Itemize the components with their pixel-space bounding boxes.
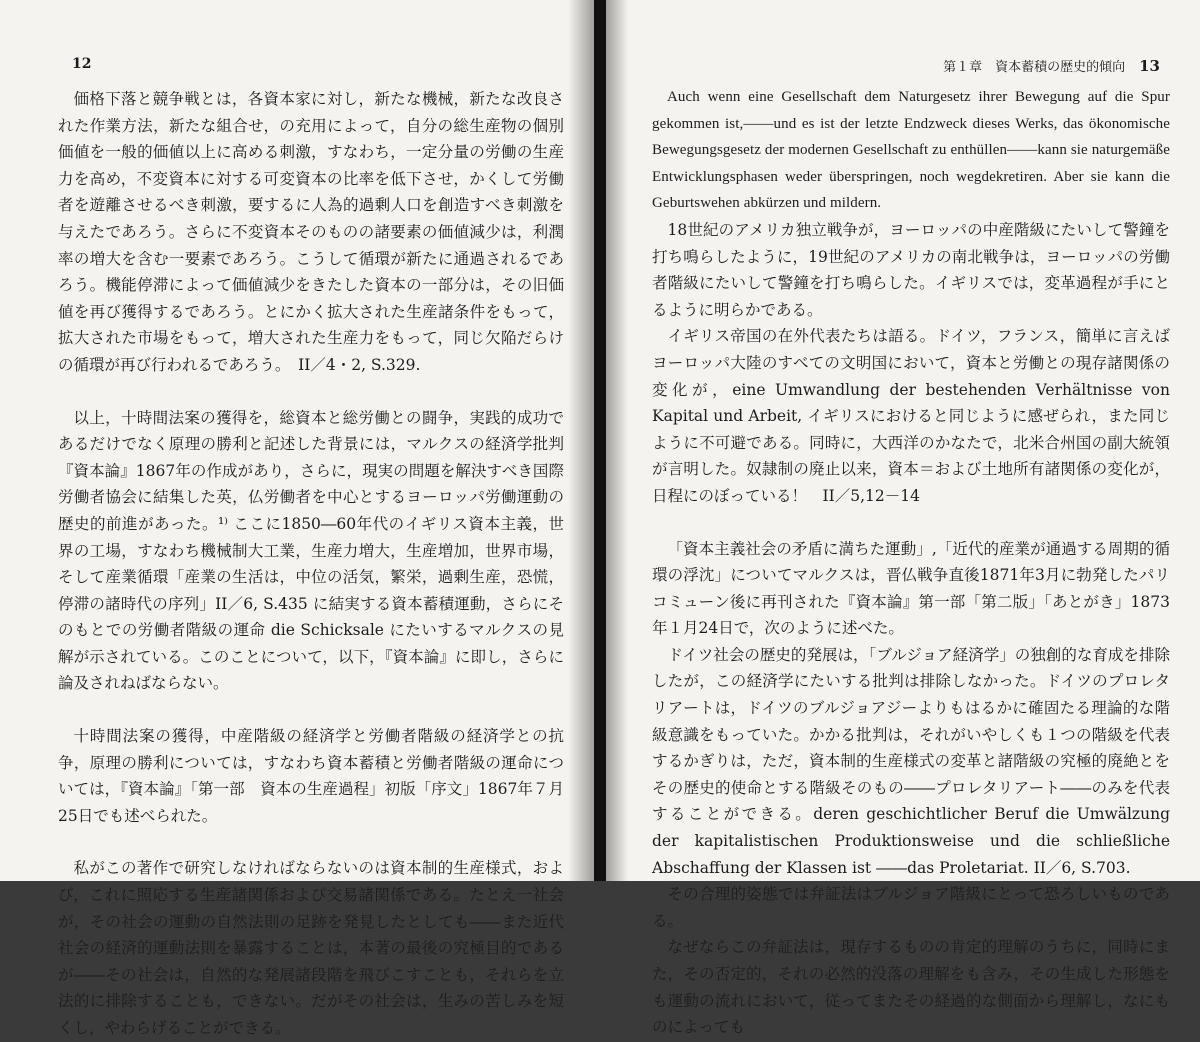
paragraph: イギリス帝国の在外代表たちは語る。ドイツ，フランス，簡単に言えばヨーロッパ大陸のすべての文明国において，資本と労働との現存諸関係の変化が，eine Umwandlung der bestehenden Verhältnisse von Kapital und Arbeit, イギリスにおけると同じように感ぜられ，また同じように不可避である。同時に，大西洋のかなたで，北米合州国の副大統領が言明した。奴隷制の廃止以来，資本＝および土地所有諸関係の変化が，日程にのぼっている！ II／5,12－14 [652, 327, 1170, 505]
page-number: 12 [72, 56, 92, 72]
spine-shadow [568, 0, 594, 881]
book-spine [594, 0, 606, 881]
paragraph: ドイツ社会の歴史的発展は，「ブルジョア経済学」の独創的な育成を排除したが，この経済学にたいする批判は排除しなかった。ドイツのプロレタリアートは，ドイツのブルジョアジーよりもはるかに確固たる理論的な階級意識をもっていた。かかる批判は，それがいやしくも１つの階級を代表するかぎりは，ただ，資本制的生産様式の変革と諸階級の究極的廃絶とをその歴史的使命とする階級そのもの――プロレタリアート――のみを代表することができる。deren geschichtlicher Beruf die Umwälzung der kapitalistischen Produktionsweise und die schließliche Abschaffung der Klassen ist ――das Proletariat. II／6, S.703. [652, 645, 1170, 877]
paragraph: 十時間法案の獲得，中産階級の経済学と労働者階級の経済学との抗争，原理の勝利については，すなわち資本蓄積と労働者階級の運命については，『資本論』「第一部 資本の生産過程」初版「序文」1867年７月25日でも述べられた。 [58, 727, 564, 825]
running-head [943, 56, 1160, 75]
right-page [606, 0, 1200, 1037]
right-page-text [652, 84, 1170, 1041]
chapter-title: 第１章 資本蓄積の歴史的傾向 [943, 60, 1126, 75]
paragraph: その合理的姿態では弁証法はブルジョア階級にとって恐ろしいものである。 [652, 885, 1170, 930]
left-page-text [58, 86, 564, 1042]
paragraph: なぜならこの弁証法は，現存するものの肯定的理解のうちに，同時にまた，その否定的，それの必然的没落の理解をも含み，その生成した形態をも運動の流れにおいて，従ってまたその経過的な側面から理解し，なにものによっても [652, 938, 1170, 1037]
spine-shadow [606, 0, 628, 881]
paragraph: 私がこの著作で研究しなければならないのは資本制的生産様式，および，これに照応する生産諸関係および交易諸関係である。たとえ一社会が，その社会の運動の自然法則の足跡を発見したとしても――また近代社会の経済的運動法則を暴露することは，本著の最後の究極目的であるが――その社会は，自然的な発展諸段階を飛びこすことも，それらを立法的に排除することも，できない。だがその社会は，生みの苦しみを短くし，やわらげることができる。 [58, 859, 564, 1037]
paragraph: 価格下落と競争戦とは，各資本家に対し，新たな機械，新たな改良された作業方法，新たな組合せ，の充用によって，自分の総生産物の個別価値を一般的価値以上に高める刺激，すなわち，一定分量の労働の生産力を高め，不変資本に対する可変資本の比率を低下させ，かくして労働者を遊離させるべき刺激，要するに人為的過剰人口を創造すべき刺激を与えたであろう。さらに不変資本そのものの諸要素の価値減少は，利潤率の増大を含む一要素であろう。こうして循環が新たに通過されるであろう。機能停滞によって価値減少をきたした資本の一部分は，その旧価値を再び獲得するであろう。とにかく拡大された生産諸条件をもって，拡大された市場をもって，増大された生産力をもって，同じ欠陥だらけの循環が再び行われるであろう。 II／4・2, S.329. [58, 90, 564, 374]
left-page [0, 0, 594, 1037]
paragraph: 18世紀のアメリカ独立戦争が，ヨーロッパの中産階級にたいして警鐘を打ち鳴らしたように，19世紀のアメリカの南北戦争は，ヨーロッパの労働者階級にたいして警鐘を打ち鳴らした。イギリスでは，変革過程が手にとるように明らかである。 [652, 220, 1170, 319]
paragraph: 「資本主義社会の矛盾に満ちた運動」,「近代的産業が通過する周期的循環の浮沈」についてマルクスは，晋仏戦争直後1871年3月に勃発したパリコミューン後に再刊された『資本論』第一部「第二版」「あとがき」1873年１月24日で，次のように述べた。 [652, 539, 1170, 638]
page-number: 13 [1139, 57, 1160, 75]
german-quote: Auch wenn eine Gesellschaft dem Naturgesetz ihrer Bewegung auf die Spur gekommen ist,――und es ist der letzte Endzweck dieses Werks, das ökonomische Bewegungsgesetz der modernen Gesellschaft zu enthüllen――kann sie naturgemäße Entwicklungsphasen weder überspringen, noch wegdekretiren. Aber sie kann die Geburtswehen abkürzen und mildern. [652, 89, 1170, 212]
paragraph: 以上，十時間法案の獲得を，総資本と総労働との闘争，実践的成功であるだけでなく原理の勝利と記述した背景には，マルクスの経済学批判『資本論』1867年の作成があり，さらに，現実の問題を解決すべき国際労働者協会に結集した英，仏労働者を中心とするヨーロッパ労働運動の歴史的前進があった。¹⁾ ここに1850―60年代のイギリス資本主義，世界の工場，すなわち機械制大工業，生産力増大，生産増加，世界市場，そして産業循環「産業の生活は，中位の活気，繁栄，過剰生産，恐慌，停滞の諸時代の序列」II／6, S.435 に結実する資本蓄積運動，さらにそのもとでの労働者階級の運命 die Schicksale にたいするマルクスの見解が示されている。このことについて，以下，『資本論』に即し，さらに論及されねばならない。 [58, 408, 564, 693]
